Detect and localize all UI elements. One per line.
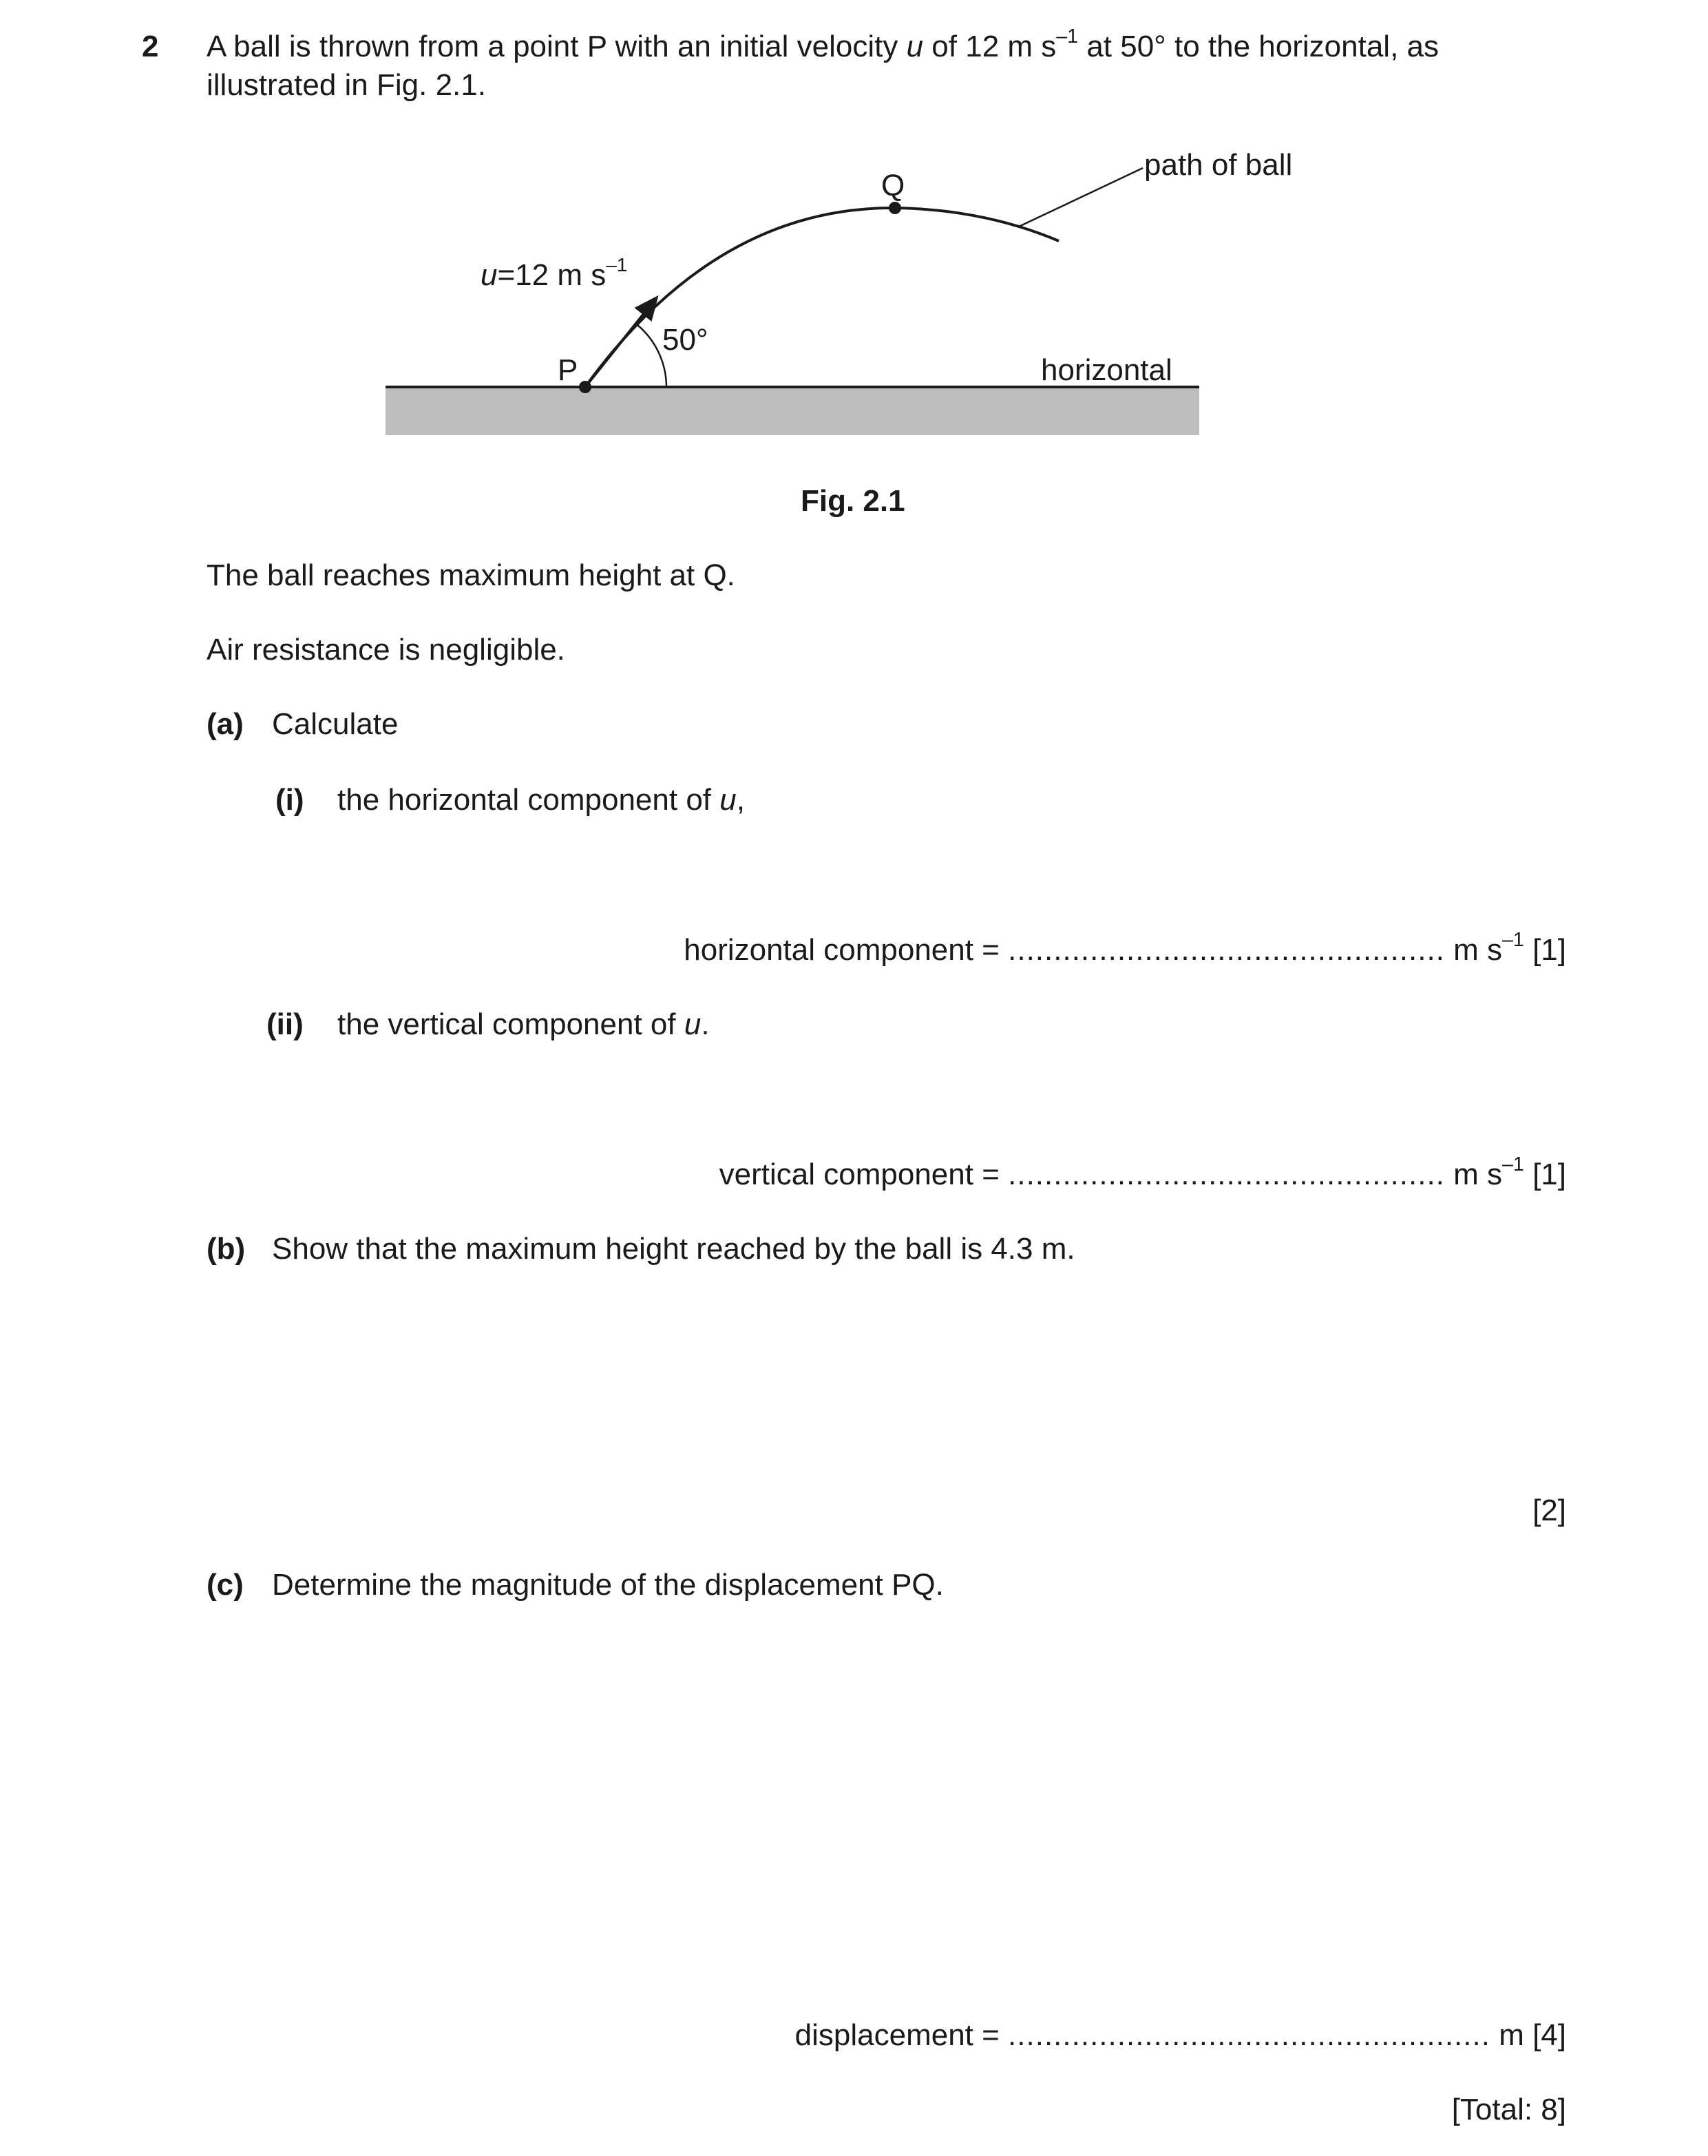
point-P (579, 381, 591, 393)
part-a-i-text-body: the horizontal component of (337, 783, 712, 817)
part-a-label: (a) (207, 707, 244, 741)
part-a-i-punct: , (736, 783, 745, 817)
statement-air-resistance: Air resistance is negligible. (207, 633, 565, 667)
question-number: 2 (142, 30, 159, 63)
answer-label-vertical: vertical component = (719, 1158, 1000, 1191)
answer-unit-vertical: m s (1453, 1158, 1503, 1191)
part-a-ii-label: (ii) (266, 1007, 304, 1041)
part-a-ii-punct: . (701, 1007, 710, 1041)
projectile-diagram (0, 0, 1708, 551)
marks-a-i: [1] (1532, 933, 1566, 967)
label-u-superscript: –1 (606, 254, 628, 275)
statement-max-height: The ball reaches maximum height at Q. (207, 558, 735, 592)
part-a-ii-variable: u (684, 1007, 702, 1041)
answer-unit-horizontal: m s (1453, 933, 1503, 967)
stem-text-3: at 50° to the horizontal, as (1086, 30, 1440, 63)
label-u-variable: u (481, 258, 498, 292)
part-a-ii-text-body: the vertical component of (337, 1007, 676, 1041)
question-stem-line2: illustrated in Fig. 2.1. (207, 68, 486, 102)
part-c-label: (c) (207, 1568, 244, 1602)
total-marks: [Total: 8] (1451, 2093, 1566, 2126)
label-P: P (558, 353, 578, 387)
label-u-value: =12 m s (497, 258, 607, 292)
ground-surface (386, 387, 1199, 435)
part-a-i-label: (i) (275, 783, 304, 817)
part-a-i-text (337, 781, 745, 819)
answer-unit-sup-vertical: –1 (1502, 1153, 1524, 1175)
answer-blank-displacement[interactable]: ..................................................... (1008, 2018, 1490, 2052)
part-b-text: Show that the maximum height reached by the ball is 4.3 m. (272, 1232, 1075, 1266)
marks-a-ii: [1] (1532, 1158, 1566, 1191)
part-a-ii-text (337, 1005, 710, 1043)
stem-variable: u (906, 30, 924, 63)
label-angle: 50° (662, 323, 708, 357)
answer-unit-sup-horizontal: –1 (1502, 928, 1524, 951)
path-label-leader (1018, 168, 1143, 227)
stem-text-1: A ball is thrown from a point P with an initial velocity (207, 30, 898, 63)
stem-superscript: –1 (1056, 25, 1079, 48)
answer-unit-displacement: m (1499, 2018, 1524, 2052)
part-b-label: (b) (207, 1232, 246, 1266)
answer-line-vertical[interactable] (719, 1155, 1566, 1193)
label-Q: Q (881, 169, 905, 202)
marks-b: [2] (1532, 1494, 1566, 1527)
point-Q (889, 202, 901, 214)
velocity-arrow (585, 297, 657, 387)
answer-label-horizontal: horizontal component = (684, 933, 1000, 967)
figure-caption: Fig. 2.1 (801, 484, 905, 518)
label-velocity (481, 254, 627, 292)
label-path-of-ball: path of ball (1144, 148, 1293, 182)
label-horizontal: horizontal (1041, 353, 1172, 387)
answer-line-horizontal[interactable] (684, 928, 1566, 969)
answer-blank-vertical[interactable]: ................................................ (1008, 1158, 1445, 1191)
part-c-text: Determine the magnitude of the displacement PQ. (272, 1568, 944, 1602)
stem-text-2: of 12 m s (931, 30, 1057, 63)
answer-blank-horizontal[interactable]: ................................................ (1008, 933, 1445, 967)
part-a-i-variable: u (719, 783, 737, 817)
answer-label-displacement: displacement = (794, 2018, 1000, 2052)
marks-c: [4] (1532, 2018, 1566, 2052)
answer-line-displacement[interactable] (795, 2016, 1566, 2054)
part-a-text: Calculate (272, 707, 399, 741)
